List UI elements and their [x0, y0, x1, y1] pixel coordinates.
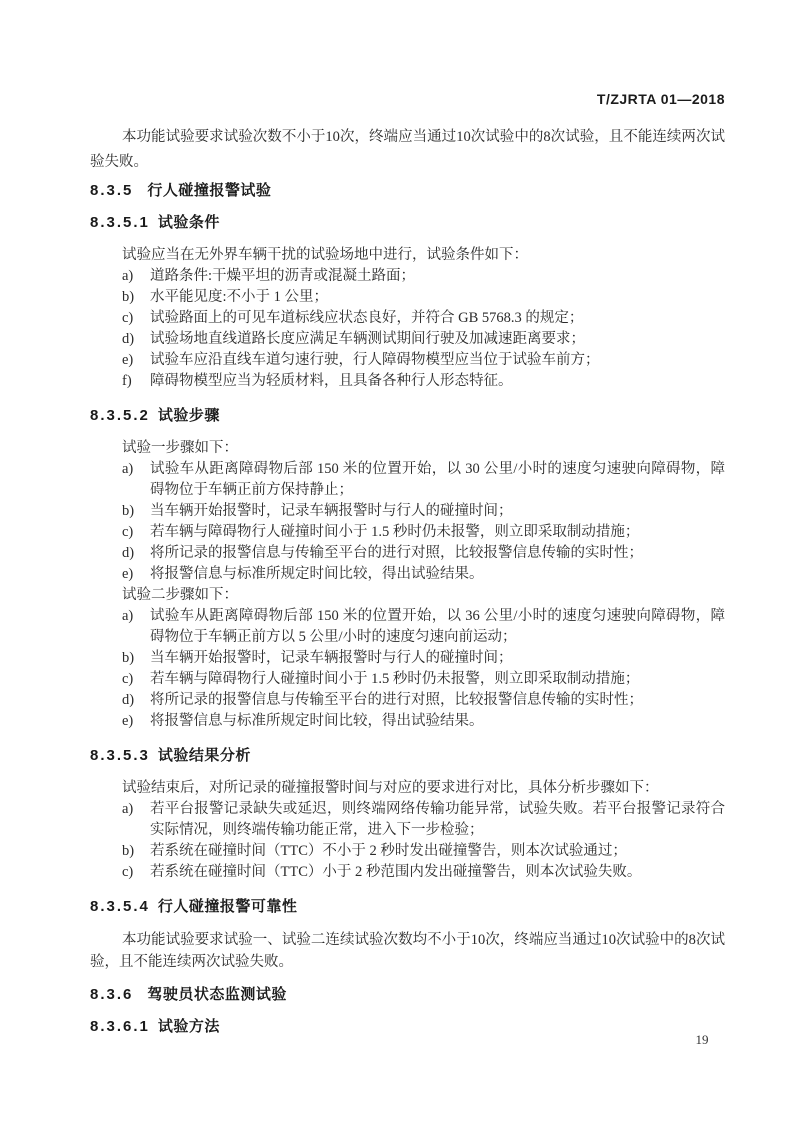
list-item: [122, 329, 725, 350]
conditions-intro: 试验应当在无外界车辆干扰的试验场地中进行，试验条件如下：: [122, 247, 528, 263]
list-item-text: 将所记录的报警信息与传输至平台的进行对照，比较报警信息传输的实时性；: [150, 545, 643, 561]
list-item-label: c): [122, 671, 134, 687]
section-title: 行人碰撞报警可靠性: [157, 898, 298, 915]
list-item-label: c): [122, 864, 134, 880]
test2-steps-list: [90, 606, 725, 732]
list-item-label: e): [122, 352, 134, 368]
page-number: 19: [695, 1032, 709, 1047]
list-item-text: 若系统在碰撞时间（TTC）小于 2 秒范围内发出碰撞警告，则本次试验失败。: [150, 864, 642, 880]
list-item-label: a): [122, 801, 134, 817]
list-item: [122, 266, 725, 287]
section-number: 8.3.6.1: [90, 1018, 150, 1035]
list-item: [122, 711, 725, 732]
section-number: 8.3.6: [90, 986, 134, 1003]
list-item-text: 水平能见度:不小于 1 公里；: [150, 289, 329, 305]
section-title: 试验步骤: [157, 407, 220, 424]
analysis-intro: 试验结束后，对所记录的碰撞报警时间与对应的要求进行对比，具体分析步骤如下：: [122, 780, 659, 796]
heading-8-3-5: [90, 183, 725, 199]
list-item-text: 道路条件:干燥平坦的沥青或混凝土路面；: [150, 268, 416, 284]
list-item-label: d): [122, 545, 135, 561]
list-item: [122, 350, 725, 371]
conditions-list: [90, 266, 725, 392]
list-item: [122, 287, 725, 308]
list-item: [122, 690, 725, 711]
list-item-text: 将报警信息与标准所规定时间比较，得出试验结果。: [150, 713, 484, 729]
list-item-text: 将报警信息与标准所规定时间比较，得出试验结果。: [150, 566, 484, 582]
list-item-label: b): [122, 289, 135, 305]
section-number: 8.3.5: [90, 182, 134, 199]
analysis-list: [90, 799, 725, 883]
list-item-label: b): [122, 650, 135, 666]
heading-8-3-6-1: [90, 1019, 725, 1035]
list-item-label: d): [122, 331, 135, 347]
section-number: 8.3.5.4: [90, 898, 150, 915]
section-title: 试验条件: [157, 214, 220, 231]
section-title: 驾驶员状态监测试验: [147, 986, 287, 1003]
list-item-text: 将所记录的报警信息与传输至平台的进行对照，比较报警信息传输的实时性；: [150, 692, 643, 708]
section-title: 试验方法: [157, 1018, 220, 1035]
list-item: [122, 648, 725, 669]
heading-8-3-5-3: [90, 748, 725, 764]
list-item-label: a): [122, 461, 134, 477]
list-item: [122, 862, 725, 883]
list-item-text: 试验车应沿直线车道匀速行驶，行人障碍物模型应当位于试验车前方；: [150, 352, 600, 368]
section-number: 8.3.5.1: [90, 214, 150, 231]
list-item-label: e): [122, 713, 134, 729]
heading-8-3-6: [90, 987, 725, 1003]
list-item: [122, 799, 725, 841]
section-title: 试验结果分析: [157, 747, 251, 764]
list-item: [122, 841, 725, 862]
test2-intro: 试验二步骤如下：: [122, 587, 238, 603]
list-item-text: 试验路面上的可见车道标线应状态良好，并符合 GB 5768.3 的规定；: [150, 310, 584, 326]
doc-code-header: T/ZJRTA 01—2018: [596, 91, 725, 107]
heading-8-3-5-2: [90, 408, 725, 424]
list-item: [122, 669, 725, 690]
list-item-text: 若系统在碰撞时间（TTC）不小于 2 秒时发出碰撞警告，则本次试验通过；: [150, 843, 627, 859]
list-item-text: 若车辆与障碍物行人碰撞时间小于 1.5 秒时仍未报警，则立即采取制动措施；: [150, 524, 640, 540]
test1-intro: 试验一步骤如下：: [122, 440, 238, 456]
list-item-label: f): [122, 373, 132, 389]
list-item: [122, 501, 725, 522]
list-item-text: 障碍物模型应当为轻质材料，且具备各种行人形态特征。: [150, 373, 513, 389]
list-item-text: 若车辆与障碍物行人碰撞时间小于 1.5 秒时仍未报警，则立即采取制动措施；: [150, 671, 640, 687]
section-number: 8.3.5.3: [90, 747, 150, 764]
test1-steps-list: [90, 459, 725, 585]
list-item-label: c): [122, 310, 134, 326]
list-item-text: 试验车从距离障碍物后部 150 米的位置开始，以 30 公里/小时的速度匀速驶向障碍物，障碍物位于车辆正前方保持静止；: [150, 461, 725, 498]
section-title: 行人碰撞报警试验: [147, 182, 272, 199]
list-item: [122, 543, 725, 564]
list-item-label: a): [122, 268, 134, 284]
list-item: [122, 606, 725, 648]
list-item-label: b): [122, 503, 135, 519]
list-item-text: 试验车从距离障碍物后部 150 米的位置开始，以 36 公里/小时的速度匀速驶向障碍物，障碍物位于车辆正前方以 5 公里/小时的速度匀速向前运动；: [150, 608, 725, 645]
heading-8-3-5-4: [90, 899, 725, 915]
list-item-text: 试验场地直线道路长度应满足车辆测试期间行驶及加减速距离要求；: [150, 331, 585, 347]
section-number: 8.3.5.2: [90, 407, 150, 424]
heading-8-3-5-1: [90, 215, 725, 231]
list-item-text: 若平台报警记录缺失或延迟，则终端网络传输功能异常，试验失败。若平台报警记录符合实际情况，则终端传输功能正常，进入下一步检验；: [150, 801, 725, 838]
list-item-label: b): [122, 843, 135, 859]
list-item-label: d): [122, 692, 135, 708]
list-item: [122, 308, 725, 329]
list-item-text: 当车辆开始报警时，记录车辆报警时与行人的碰撞时间；: [150, 650, 513, 666]
list-item: [122, 371, 725, 392]
list-item: [122, 459, 725, 501]
list-item: [122, 522, 725, 543]
list-item-text: 当车辆开始报警时，记录车辆报警时与行人的碰撞时间；: [150, 503, 513, 519]
list-item: [122, 564, 725, 585]
list-item-label: c): [122, 524, 134, 540]
list-item-label: a): [122, 608, 134, 624]
reliability-paragraph: 本功能试验要求试验一、试验二连续试验次数均不小于10次，终端应当通过10次试验中的8次试验，且不能连续两次试验失败。: [90, 932, 725, 970]
lead-paragraph: 本功能试验要求试验次数不小于10次，终端应当通过10次试验中的8次试验，且不能连续两次试验失败。: [90, 129, 725, 170]
list-item-label: e): [122, 566, 134, 582]
